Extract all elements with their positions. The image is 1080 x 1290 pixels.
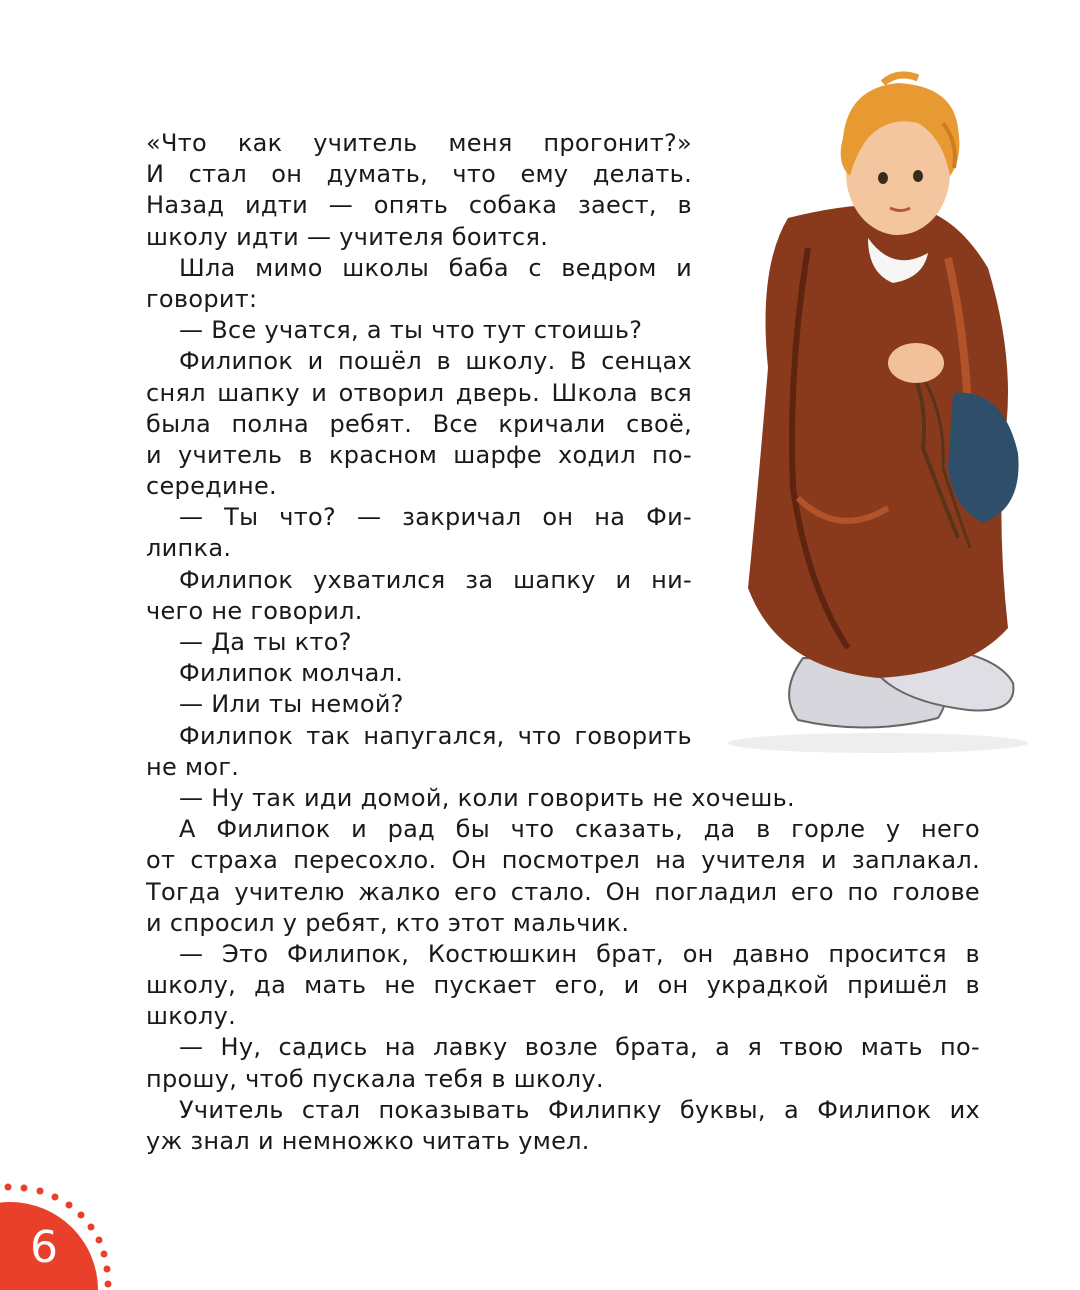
text-line: снял шапку и отворил дверь. Школа вся (146, 378, 692, 407)
text-line: от страха пересохло. Он посмотрел на учителя и заплакал. (146, 846, 980, 875)
text-line: — Да ты кто? (179, 628, 352, 656)
text-line: уж знал и немножко читать умел. (146, 1127, 590, 1155)
text-line: Учитель стал показывать Филипку буквы, а Филипок их (179, 1095, 980, 1124)
text-line: и учитель в красном шарфе ходил по- (146, 440, 692, 469)
text-line: школу, да мать не пускает его, и он украдкой пришёл в (146, 971, 980, 1000)
text-line: прошу, чтоб пускала тебя в школу. (146, 1064, 604, 1093)
text-line: и спросил у ребят, кто этот мальчик. (146, 908, 630, 937)
text-line: Филипок ухватился за шапку и ни- (179, 565, 692, 594)
text-line: не мог. (146, 752, 240, 781)
text-line: Филипок так напугался, что говорить (179, 721, 692, 750)
text-column-narrow (146, 128, 980, 783)
text-line: середине. (146, 472, 277, 501)
text-line: говорит: (146, 284, 258, 313)
text-line: — Ты что? — закричал он на Фи- (179, 503, 692, 532)
text-line: Назад идти — опять собака заест, в (146, 191, 692, 220)
text-line: школу идти — учителя боится. (146, 222, 549, 251)
text-line: — Или ты немой? (179, 690, 404, 719)
text-line: чего не говорил. (146, 596, 363, 625)
text-line: — Ну так иди домой, коли говорить не хочешь. (179, 783, 795, 812)
story-text (146, 128, 980, 1157)
text-line: липка. (146, 534, 232, 563)
text-line: — Это Филипок, Костюшкин брат, он давно просится в (179, 939, 980, 968)
text-line: была полна ребят. Все кричали своё, (146, 409, 692, 438)
text-line: И стал он думать, что ему делать. (146, 160, 692, 189)
text-column-wide (146, 783, 980, 1157)
text-line: — Все учатся, а ты что тут стоишь? (179, 316, 643, 345)
text-line: «Что как учитель меня прогонит?» (146, 129, 692, 157)
text-line: Тогда учителю жалко его стало. Он погладил его по голове (146, 877, 980, 906)
text-line: А Филипок и рад бы что сказать, да в горле у него (179, 815, 980, 844)
text-line: школу. (146, 1002, 237, 1031)
text-line: Филипок и пошёл в школу. В сенцах (179, 347, 692, 376)
text-line: — Ну, садись на лавку возле брата, а я твою мать по- (179, 1033, 980, 1062)
text-line: Филипок молчал. (179, 659, 404, 688)
text-line: Шла мимо школы баба с ведром и (179, 253, 692, 282)
page-number: 6 (30, 1222, 58, 1273)
